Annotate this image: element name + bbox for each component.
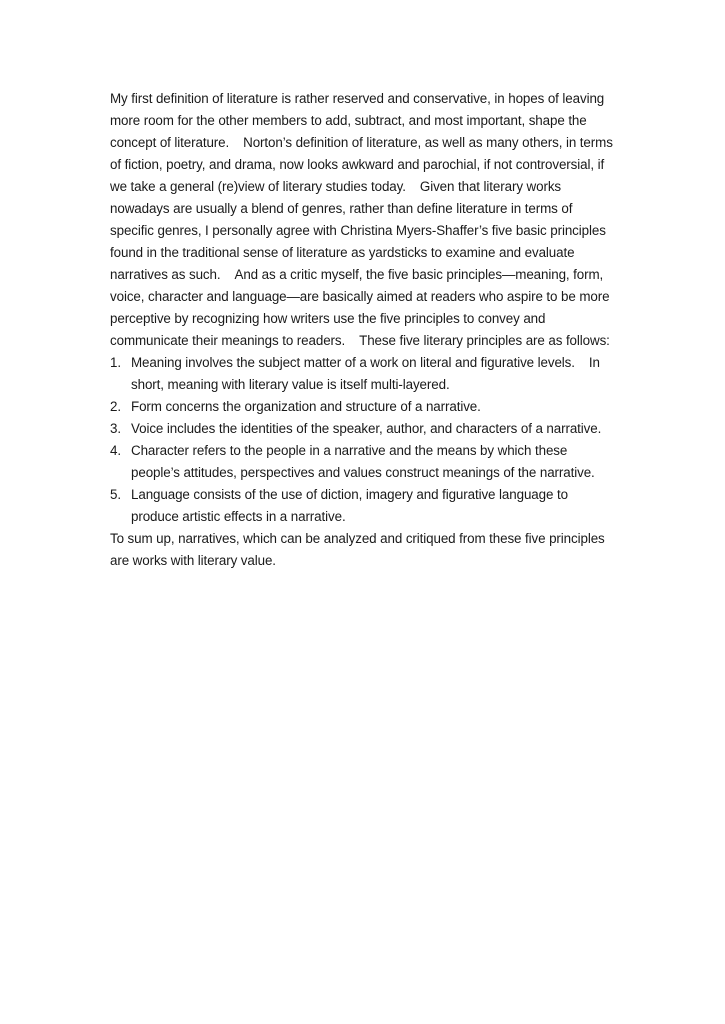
intro-sentence: Norton’s definition of literature, as well as many others, in terms of fiction, poetry, and drama, now looks awkward and parochial, if not controversial, if we take a general (re)view of literary studies today.	[110, 135, 613, 194]
principle-item-language	[110, 484, 616, 528]
list-number: 3.	[110, 421, 121, 436]
principle-text: Form concerns the organization and structure of a narrative.	[131, 399, 481, 414]
principle-text: Language consists of the use of diction, imagery and figurative language to produce artistic effects in a narrative.	[131, 487, 568, 524]
intro-sentence: These five literary principles are as follows:	[359, 333, 610, 348]
principle-text: Voice includes the identities of the speaker, author, and characters of a narrative.	[131, 421, 602, 436]
list-number: 4.	[110, 443, 121, 458]
principle-item-form	[110, 396, 616, 418]
principle-item-meaning	[110, 352, 616, 396]
intro-sentence: And as a critic myself, the five basic principles—meaning, form, voice, character and language—are basically aimed at readers who aspire to be more perceptive by recognizing how writers use the five principles to convey and communicate their meanings to readers.	[110, 267, 610, 348]
principle-text: Meaning involves the subject matter of a work on literal and figurative levels.	[131, 355, 575, 370]
principle-item-character	[110, 440, 616, 484]
conclusion-paragraph: To sum up, narratives, which can be analyzed and critiqued from these five principles are works with literary value.	[110, 531, 605, 568]
principles-list	[110, 352, 616, 528]
intro-sentence: My first definition of literature is rather reserved and conservative, in hopes of leaving more room for the other members to add, subtract, and most important, shape the concept of literature.	[110, 91, 605, 150]
list-number: 1.	[110, 355, 121, 370]
list-number: 2.	[110, 399, 121, 414]
intro-paragraph	[110, 88, 616, 352]
list-number: 5.	[110, 487, 121, 502]
principle-text: Character refers to the people in a narrative and the means by which these people’s attitudes, perspectives and values construct meanings of the narrative.	[131, 443, 595, 480]
principle-text: In short, meaning with literary value is itself multi-layered.	[131, 355, 600, 392]
intro-sentence: Given that literary works nowadays are usually a blend of genres, rather than define literature in terms of specific genres, I personally agree with Christina Myers-Shaffer’s five basic principles found in the traditional sense of literature as yardsticks to examine and evaluate narratives as such.	[110, 179, 606, 282]
principle-item-voice	[110, 418, 616, 440]
document-body	[110, 88, 616, 572]
